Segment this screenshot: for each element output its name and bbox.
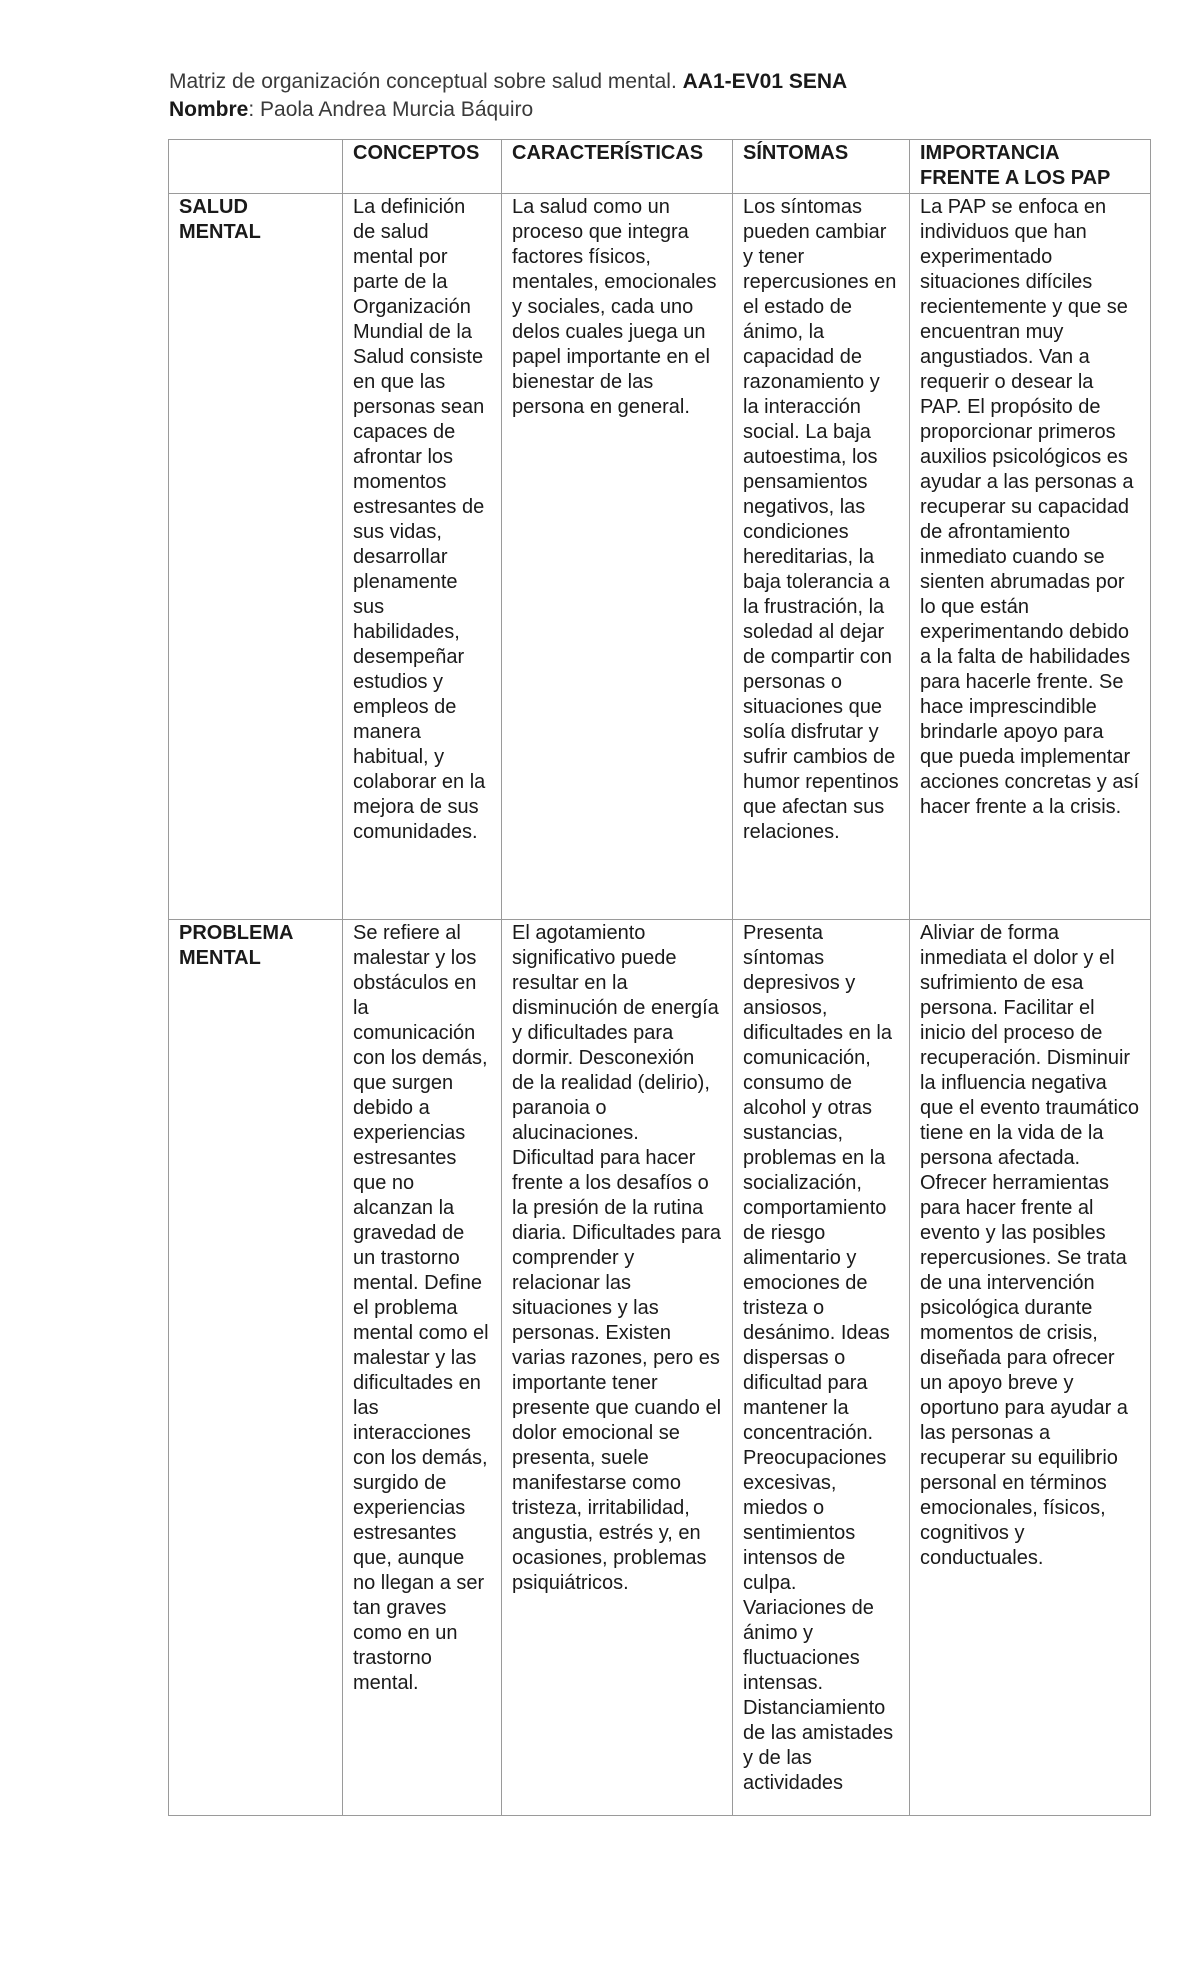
cell-caracteristicas: El agotamiento significativo puede resultar en la disminución de energía y dificultades para dormir. Desconexión de la realidad (delirio), paranoia o alucinaciones. Dificultad para hacer frente a los desafíos o la presión de la rutina diaria. Dificultades para comprender y relacionar las situaciones y las personas. Existen varias razones, pero es importante tener presente que cuando el dolor emocional se presenta, suele manifestarse como tristeza, irritabilidad, angustia, estrés y, en ocasiones, problemas psiquiátricos.: [502, 920, 733, 1816]
table-row: [169, 920, 1151, 1816]
cell-importancia: La PAP se enfoca en individuos que han experimentado situaciones difíciles recientemente y que se encuentran muy angustiados. Van a requerir o desear la PAP. El propósito de proporcionar primeros auxilios psicológicos es ayudar a las personas a recuperar su capacidad de afrontamiento inmediato cuando se sienten abrumadas por lo que están experimentando debido a la falta de habilidades para hacerle frente. Se hace imprescindible brindarle apoyo para que pueda implementar acciones concretas y así hacer frente a la crisis.: [910, 194, 1151, 920]
header-cell-importancia: IMPORTANCIA FRENTE A LOS PAP: [910, 140, 1151, 194]
cell-concepto: Se refiere al malestar y los obstáculos en la comunicación con los demás, que surgen debido a experiencias estresantes que no alcanzan la gravedad de un trastorno mental. Define el problema mental como el malestar y las dificultades en las interacciones con los demás, surgido de experiencias estresantes que, aunque no llegan a ser tan graves como en un trastorno mental.: [343, 920, 502, 1816]
document-title: [169, 68, 1149, 96]
cell-importancia: Aliviar de forma inmediata el dolor y el sufrimiento de esa persona. Facilitar el inicio del proceso de recuperación. Disminuir la influencia negativa que el evento traumático tiene en la vida de la persona afectada. Ofrecer herramientas para hacer frente al evento y las posibles repercusiones. Se trata de una intervención psicológica durante momentos de crisis, diseñada para ofrecer un apoyo breve y oportuno para ayudar a las personas a recuperar su equilibrio personal en términos emocionales, físicos, cognitivos y conductuales.: [910, 920, 1151, 1816]
title-text: Matriz de organización conceptual sobre salud mental.: [169, 70, 683, 93]
header-cell-empty: [169, 140, 343, 194]
row-label-problema-mental: PROBLEMA MENTAL: [169, 920, 343, 1816]
table-header-row: [169, 140, 1151, 194]
cell-sintomas: Presenta síntomas depresivos y ansiosos, dificultades en la comunicación, consumo de alcohol y otras sustancias, problemas en la socialización, comportamiento de riesgo alimentario y emociones de tristeza o desánimo. Ideas dispersas o dificultad para mantener la concentración. Preocupaciones excesivas, miedos o sentimientos intensos de culpa. Variaciones de ánimo y fluctuaciones intensas. Distanciamiento de las amistades y de las actividades: [733, 920, 910, 1816]
title-code: AA1-EV01 SENA: [682, 70, 848, 93]
header-cell-conceptos: CONCEPTOS: [343, 140, 502, 194]
name-value: : Paola Andrea Murcia Báquiro: [248, 98, 534, 121]
row-label-salud-mental: SALUD MENTAL: [169, 194, 343, 920]
header-cell-caracteristicas: CARACTERÍSTICAS: [502, 140, 733, 194]
concept-matrix-table: [168, 139, 1151, 1816]
name-label: Nombre: [169, 98, 249, 121]
cell-sintomas: Los síntomas pueden cambiar y tener repercusiones en el estado de ánimo, la capacidad de razonamiento y la interacción social. La baja autoestima, los pensamientos negativos, las condiciones hereditarias, la baja tolerancia a la frustración, la soledad al dejar de compartir con personas o situaciones que solía disfrutar y sufrir cambios de humor repentinos que afectan sus relaciones.: [733, 194, 910, 920]
table-row: [169, 194, 1151, 920]
header-cell-sintomas: SÍNTOMAS: [733, 140, 910, 194]
cell-concepto: La definición de salud mental por parte de la Organización Mundial de la Salud consiste en que las personas sean capaces de afrontar los momentos estresantes de sus vidas, desarrollar plenamente sus habilidades, desempeñar estudios y empleos de manera habitual, y colaborar en la mejora de sus comunidades.: [343, 194, 502, 920]
document-header: [169, 68, 1149, 124]
author-line: [169, 96, 1149, 124]
cell-caracteristicas: La salud como un proceso que integra factores físicos, mentales, emocionales y sociales, cada uno delos cuales juega un papel importante en el bienestar de las persona en general.: [502, 194, 733, 920]
